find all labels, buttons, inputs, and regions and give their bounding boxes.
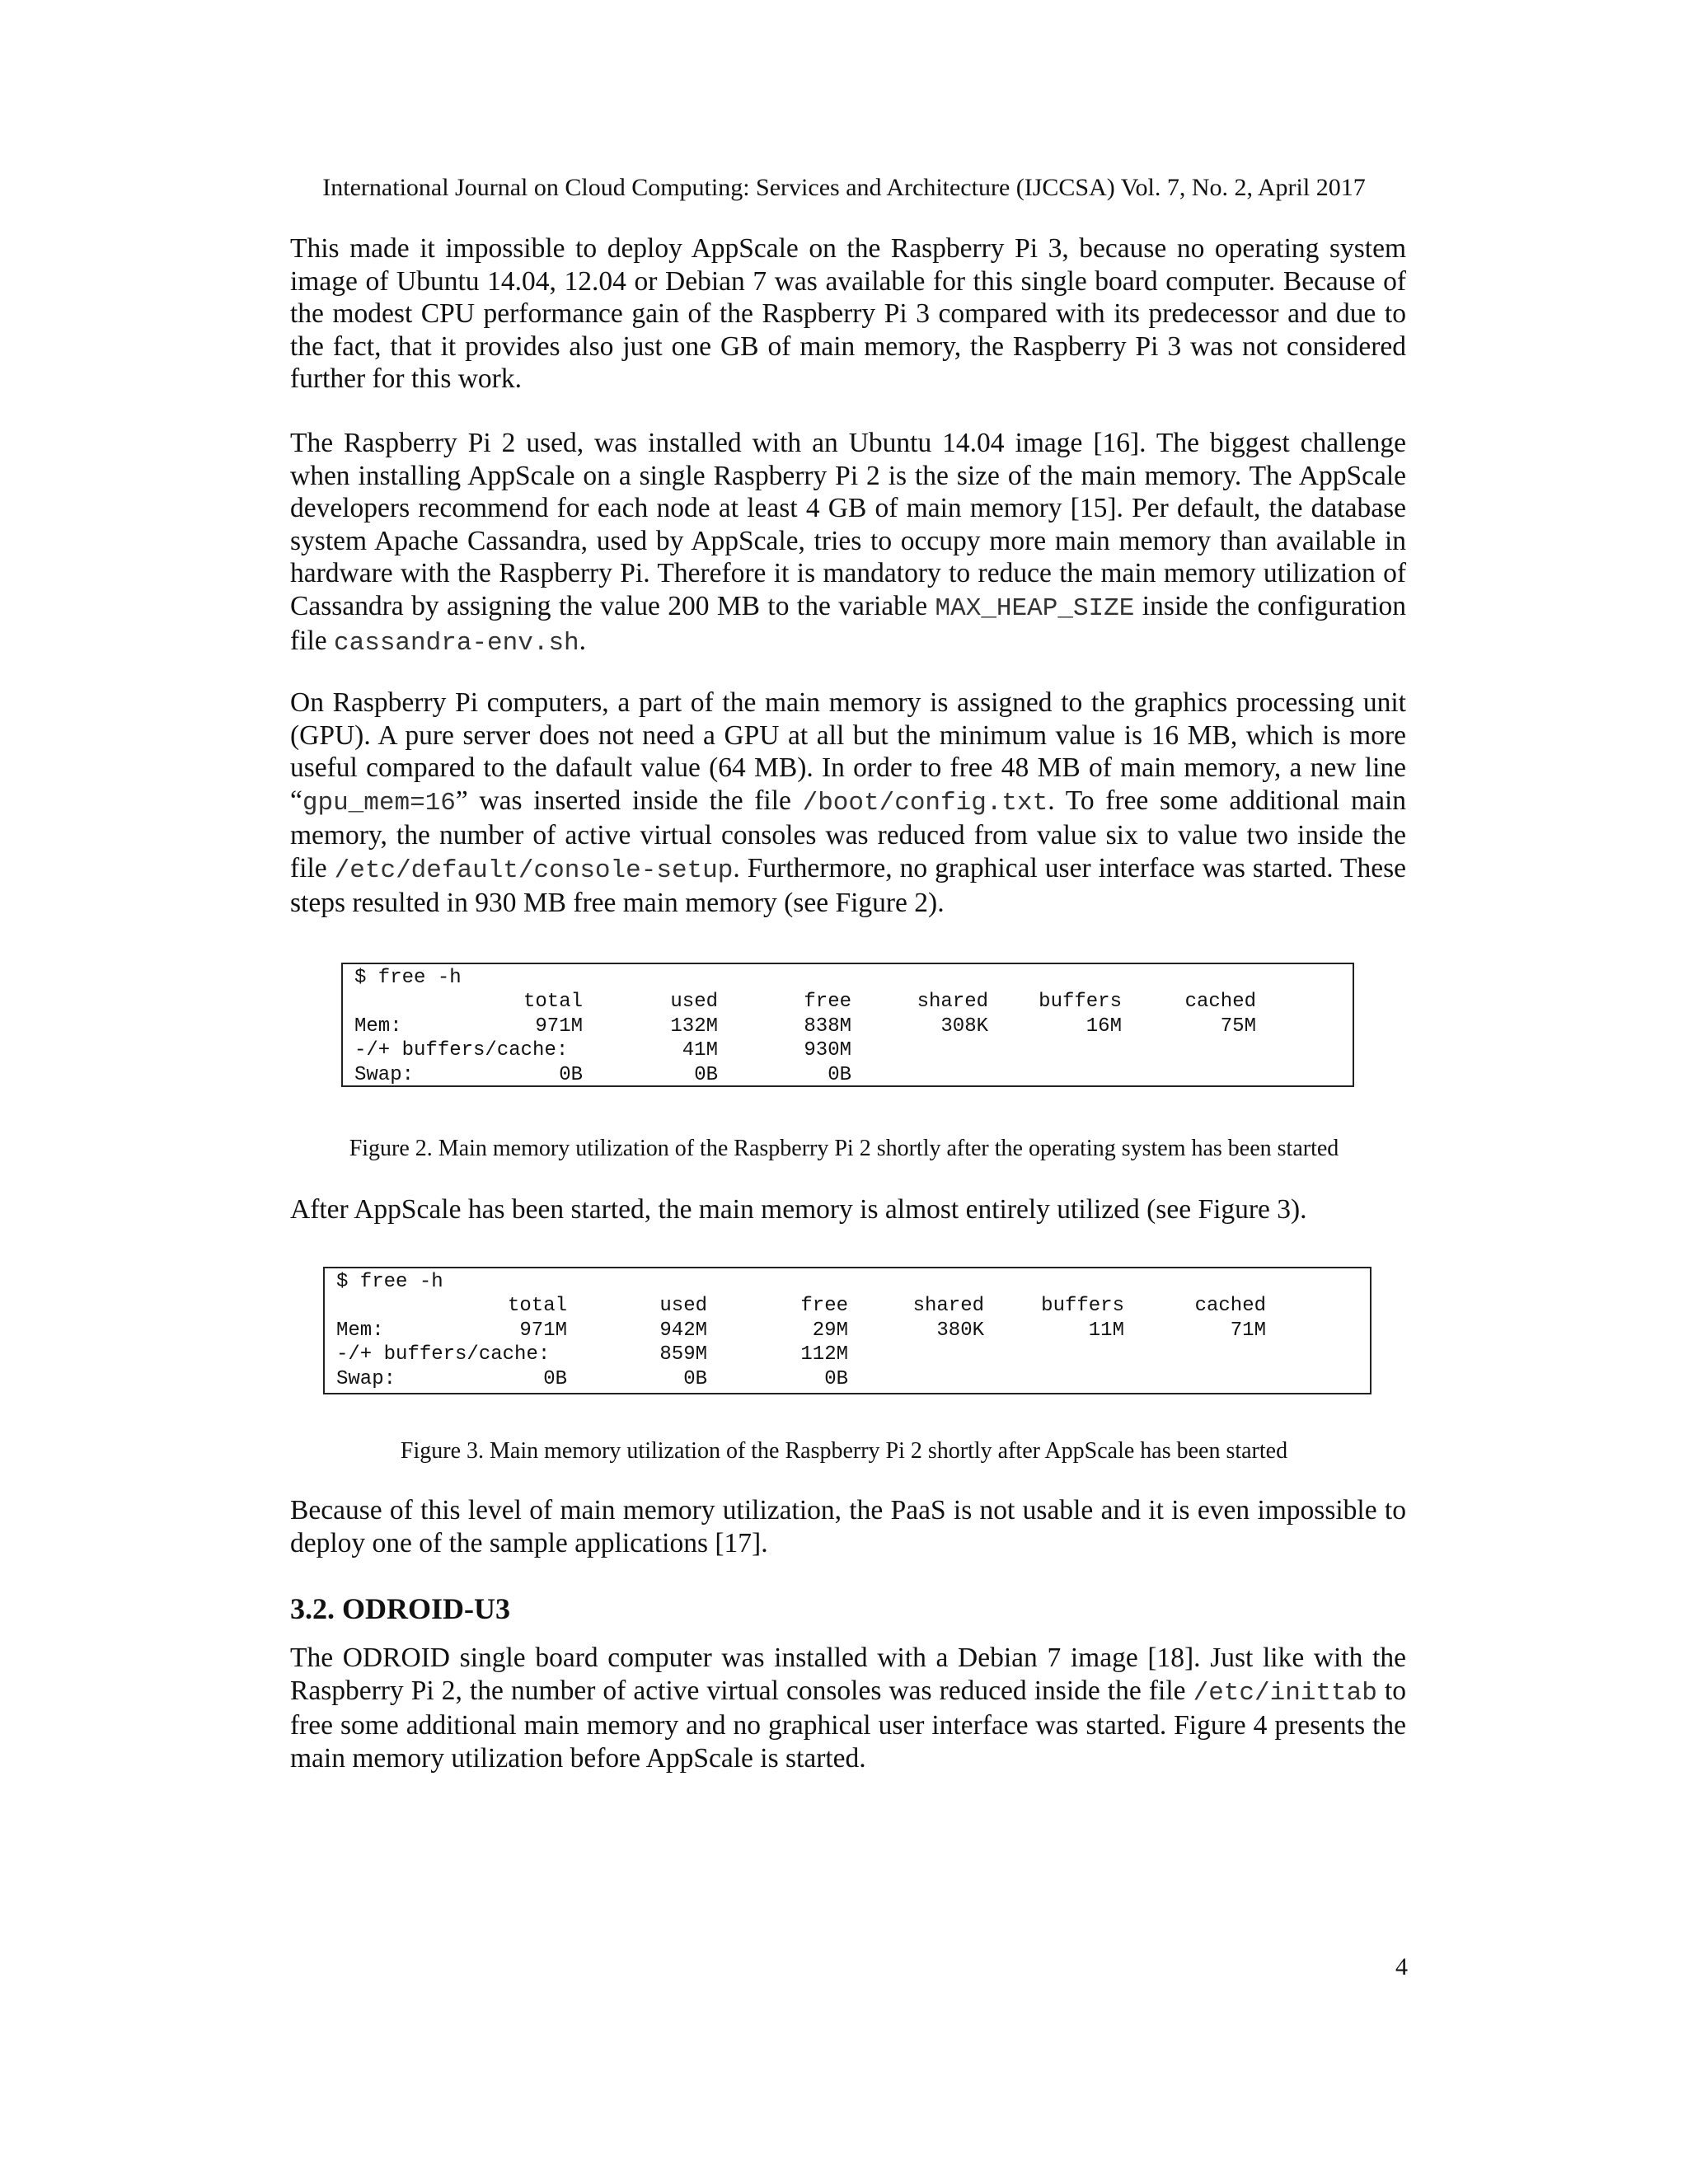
fig2-mem-cached: 75M: [1220, 1015, 1256, 1038]
fig2-mem-free: 838M: [804, 1015, 851, 1038]
code-boot-config: /boot/config.txt: [802, 788, 1048, 818]
fig2-col-buffers: buffers: [1039, 991, 1122, 1013]
fig2-mem-buffers: 16M: [1085, 1015, 1122, 1038]
paragraph-paas-not-usable: Because of this level of main memory utilization, the PaaS is not usable and it is even impossible to deploy one of the sample applications [17].: [290, 1495, 1406, 1558]
figure-3-caption: Figure 3. Main memory utilization of the Raspberry Pi 2 shortly after AppScale has been started: [400, 1438, 1288, 1464]
fig2-swap-free: 0B: [828, 1063, 851, 1086]
paragraph-gpu-memory: [290, 687, 1406, 920]
para3-text-1: On Raspberry Pi computers, a part of the main memory is assigned to the graphics processing unit (GPU). A pure server does not need a GPU at all but the minimum value is 16 MB, which is more useful compared to the dafault value (64 MB). In order to free 48 MB of main memory, a new line “: [290, 687, 1406, 816]
fig3-swap-free: 0B: [824, 1367, 848, 1390]
code-gpu-mem: gpu_mem=16: [302, 788, 456, 818]
fig3-mem-free: 29M: [812, 1319, 848, 1342]
paragraph-raspberry-pi-3: This made it impossible to deploy AppScale on the Raspberry Pi 3, because no operating system image of Ubuntu 14.04, 12.04 or Debian 7 was available for this single board computer. Because of the modest CPU performance gain of the Raspberry Pi 3 compared with its predecessor and due to the fact, that it provides also just one GB of main memory, the Raspberry Pi 3 was not considered further for this work.: [290, 233, 1406, 394]
fig2-swap-total: 0B: [559, 1063, 583, 1086]
fig3-mem-used: 942M: [659, 1319, 707, 1342]
fig3-col-used: used: [659, 1295, 707, 1317]
fig2-buffers-free: 930M: [804, 1039, 851, 1062]
fig3-col-free: free: [800, 1295, 848, 1317]
fig3-col-cached: cached: [1194, 1295, 1266, 1317]
fig2-col-total: total: [523, 991, 583, 1013]
fig3-buffers-label: -/+ buffers/cache:: [336, 1343, 551, 1366]
fig3-col-total: total: [507, 1295, 567, 1317]
fig2-buffers-used: 41M: [682, 1039, 718, 1062]
paragraph-raspberry-pi-2: [290, 427, 1406, 660]
fig2-mem-label: Mem:: [354, 1015, 402, 1038]
code-max-heap-size: MAX_HEAP_SIZE: [935, 593, 1135, 623]
figure-3-terminal: [323, 1267, 1372, 1394]
figure-2-terminal: [341, 963, 1354, 1087]
fig2-mem-used: 132M: [670, 1015, 718, 1038]
fig3-swap-label: Swap:: [336, 1367, 396, 1390]
fig3-buffers-free: 112M: [800, 1343, 848, 1366]
figure-2-caption: Figure 2. Main memory utilization of the Raspberry Pi 2 shortly after the operating system has been started: [349, 1136, 1339, 1161]
fig2-buffers-row: [354, 1038, 1256, 1063]
fig3-buffers-used: 859M: [659, 1343, 707, 1366]
fig2-swap-label: Swap:: [354, 1063, 415, 1086]
paragraph-odroid: [290, 1642, 1406, 1774]
fig3-swap-used: 0B: [683, 1367, 707, 1390]
fig3-table: [336, 1294, 1266, 1391]
fig2-buffers-label: -/+ buffers/cache:: [354, 1039, 569, 1062]
fig2-header-row: [354, 990, 1256, 1015]
fig2-swap-used: 0B: [694, 1063, 718, 1086]
fig3-mem-buffers: 11M: [1088, 1319, 1124, 1342]
fig2-mem-total: 971M: [535, 1015, 583, 1038]
fig2-swap-row: [354, 1063, 1256, 1088]
para3-text-4: . Furthermore, no graphical user interface was started. These steps resulted in 930 MB free main memory (see Figure 2).: [290, 852, 1406, 918]
section-heading-odroid: 3.2. ODROID-U3: [290, 1592, 510, 1625]
journal-header: International Journal on Cloud Computing: Services and Architecture (IJCCSA) Vol. 7, No. 2, April 2017: [322, 174, 1366, 201]
fig2-command: $ free -h: [354, 967, 462, 989]
fig2-col-shared: shared: [917, 991, 988, 1013]
fig2-mem-row: [354, 1015, 1256, 1039]
para2-text-after: .: [579, 626, 587, 656]
fig3-col-buffers: buffers: [1041, 1295, 1124, 1317]
para2-text-before: The Raspberry Pi 2 used, was installed with an Ubuntu 14.04 image [16]. The biggest challenge when installing AppScale on a single Raspberry Pi 2 is the size of the main memory. The AppScale developers recommend for each node at least 4 GB of main memory [15]. Per default, the database system Apache Cassandra, used by AppScale, tries to occupy more main memory than available in hardware with the Raspberry Pi. Therefore it is mandatory to reduce the main memory utilization of Cassandra by assigning the value 200 MB to the variable: [290, 428, 1406, 621]
para2-text-middle: inside the configuration file: [290, 590, 1406, 656]
fig3-header-row: [336, 1294, 1266, 1319]
fig3-mem-row: [336, 1319, 1266, 1343]
fig2-table: [354, 990, 1256, 1087]
fig2-col-free: free: [804, 991, 851, 1013]
paragraph-after-appscale: After AppScale has been started, the main memory is almost entirely utilized (see Figure 3).: [290, 1194, 1307, 1225]
fig2-mem-shared: 308K: [940, 1015, 988, 1038]
para6-text-1: The ODROID single board computer was installed with a Debian 7 image [18]. Just like with the Raspberry Pi 2, the number of active virtual consoles was reduced inside the file: [290, 1643, 1406, 1706]
fig2-col-used: used: [670, 991, 718, 1013]
fig2-col-cached: cached: [1184, 991, 1256, 1013]
para6-text-2: to free some additional main memory and no graphical user interface was started. Figure 4 presents the main memory utilization before AppScale is started.: [290, 1675, 1406, 1774]
fig3-mem-shared: 380K: [936, 1319, 984, 1342]
code-inittab: /etc/inittab: [1193, 1678, 1377, 1708]
fig3-mem-total: 971M: [519, 1319, 567, 1342]
para3-text-2: ” was inserted inside the file: [455, 785, 803, 816]
fig3-swap-row: [336, 1367, 1266, 1392]
fig3-mem-label: Mem:: [336, 1319, 384, 1342]
para3-text-3: . To free some additional main memory, the number of active virtual consoles was reduced from value six to value two inside the file: [290, 785, 1407, 883]
fig3-mem-cached: 71M: [1230, 1319, 1266, 1342]
code-cassandra-env: cassandra-env.sh: [334, 629, 579, 658]
code-console-setup: /etc/default/console-setup: [334, 855, 734, 885]
fig3-col-shared: shared: [912, 1295, 984, 1317]
page-number: 4: [1395, 1953, 1408, 1980]
fig3-buffers-row: [336, 1343, 1266, 1367]
fig3-command: $ free -h: [336, 1271, 443, 1293]
fig3-swap-total: 0B: [543, 1367, 567, 1390]
